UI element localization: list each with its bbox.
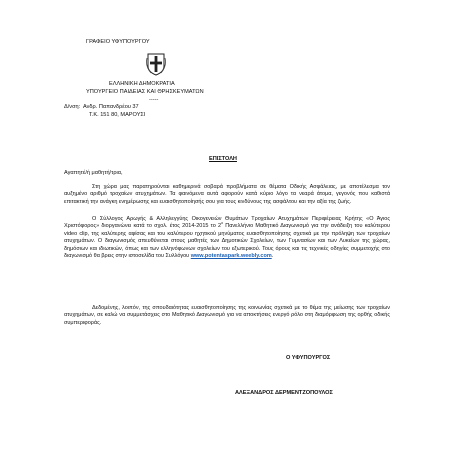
- divider: -----: [149, 97, 159, 103]
- ordinal-superscript: ο: [221, 221, 224, 226]
- signature-role: Ο ΥΦΥΠΟΥΡΓΟΣ: [286, 355, 331, 361]
- paragraph-1: [64, 184, 390, 206]
- paragraph-1-text: Στη χώρα μας παρατηρούνται καθημερινά σοβαρά προβλήματα σε θέματα Οδικής Ασφάλειας, με αποτέλεσμα τον αυξημένο αριθμό τροχαίων ατυχημάτων. Τα φαινόμενα αυτά αφορούν κατά κύριο λόγο τα νεαρά άτομα, γεγονός που καθιστά επιτακτική την ανάγκη ενημέρωσης και ευαισθητοποίησής σου για τους κινδύνους της ασφάλτου και την αξία της ζωής.: [64, 184, 390, 205]
- paragraph-2: [64, 216, 390, 260]
- office-title: ΓΡΑΦΕΙΟ ΥΦΥΠΟΥΡΓΟΥ: [86, 39, 150, 45]
- paragraph-3: [64, 305, 390, 327]
- paragraph-2-text-end: Πανελλήνιο Μαθητικό Διαγωνισμό για την ανάδειξη του καλύτερου video clip, της καλύτερης αφίσας και του καλύτερου ηχητικού μηνύματος ευαισθητοποίησης σχετικά με την πρόληψη των τροχαίων ατυχημάτων. Ο διαγωνισμός απευθύνεται στους μαθητές των Δημοτικών Σχολείων, των Γυμνασίων και των Λυκείων της χώρας, δημόσιων και ιδιωτικών, όπως και των ελληνόφωνων σχολείων του εξωτερικού. Τους όρους και τις τεχνικές οδηγίες συμμετοχής στο διαγωνισμό θα βρεις στην ιστοσελίδα του Συλλόγου: [64, 223, 390, 260]
- paragraph-2-text-start: Ο Σύλλογος Αρωγής & Αλληλεγγύης Οικογενειών Θυμάτων Τροχαίων Ατυχημάτων Περιφέρειας Κρήτης «Ο Άγιος Χριστόφορος» διοργανώνει κατά το σχολ. έτος 2014-2015 το 2: [64, 216, 390, 230]
- address-label: Δ/νση:: [64, 104, 81, 110]
- ministry-title: ΥΠΟΥΡΓΕΙΟ ΠΑΙΔΕΙΑΣ ΚΑΙ ΘΡΗΣΚΕΥΜΑΤΩΝ: [86, 89, 204, 95]
- address-line1: Ανδρ. Παπανδρέου 37: [83, 104, 139, 110]
- association-website-link[interactable]: www.potentaspark.weebly.com: [190, 253, 272, 260]
- greek-coat-of-arms-emblem: [146, 52, 166, 76]
- paragraph-3-text: Δεδομένης, λοιπόν, της σπουδαιότητας ευαισθητοποίησης της κοινωνίας σχετικά με το θέμα της μείωσης των τροχαίων ατυχημάτων, σε καλώ να συμμετάσχεις στο Μαθητικό Διαγωνισμό για να αποκτήσεις ενεργό ρόλο στη διαμόρφωση της ορθής οδικής συμπεριφοράς.: [64, 305, 390, 326]
- address-line2: Τ.Κ. 151 80, ΜΑΡΟΥΣΙ: [89, 112, 146, 118]
- letter-title: ΕΠΙΣΤΟΛΗ: [209, 156, 237, 162]
- signature-name: ΑΛΕΞΑΝΔΡΟΣ ΔΕΡΜΕΝΤΖΟΠΟΥΛΟΣ: [235, 390, 333, 396]
- link-suffix: .: [271, 253, 274, 260]
- greeting: Αγαπητέ/ή μαθητή/τρια,: [64, 170, 123, 176]
- republic-title: ΕΛΛΗΝΙΚΗ ΔΗΜΟΚΡΑΤΙΑ: [109, 81, 175, 87]
